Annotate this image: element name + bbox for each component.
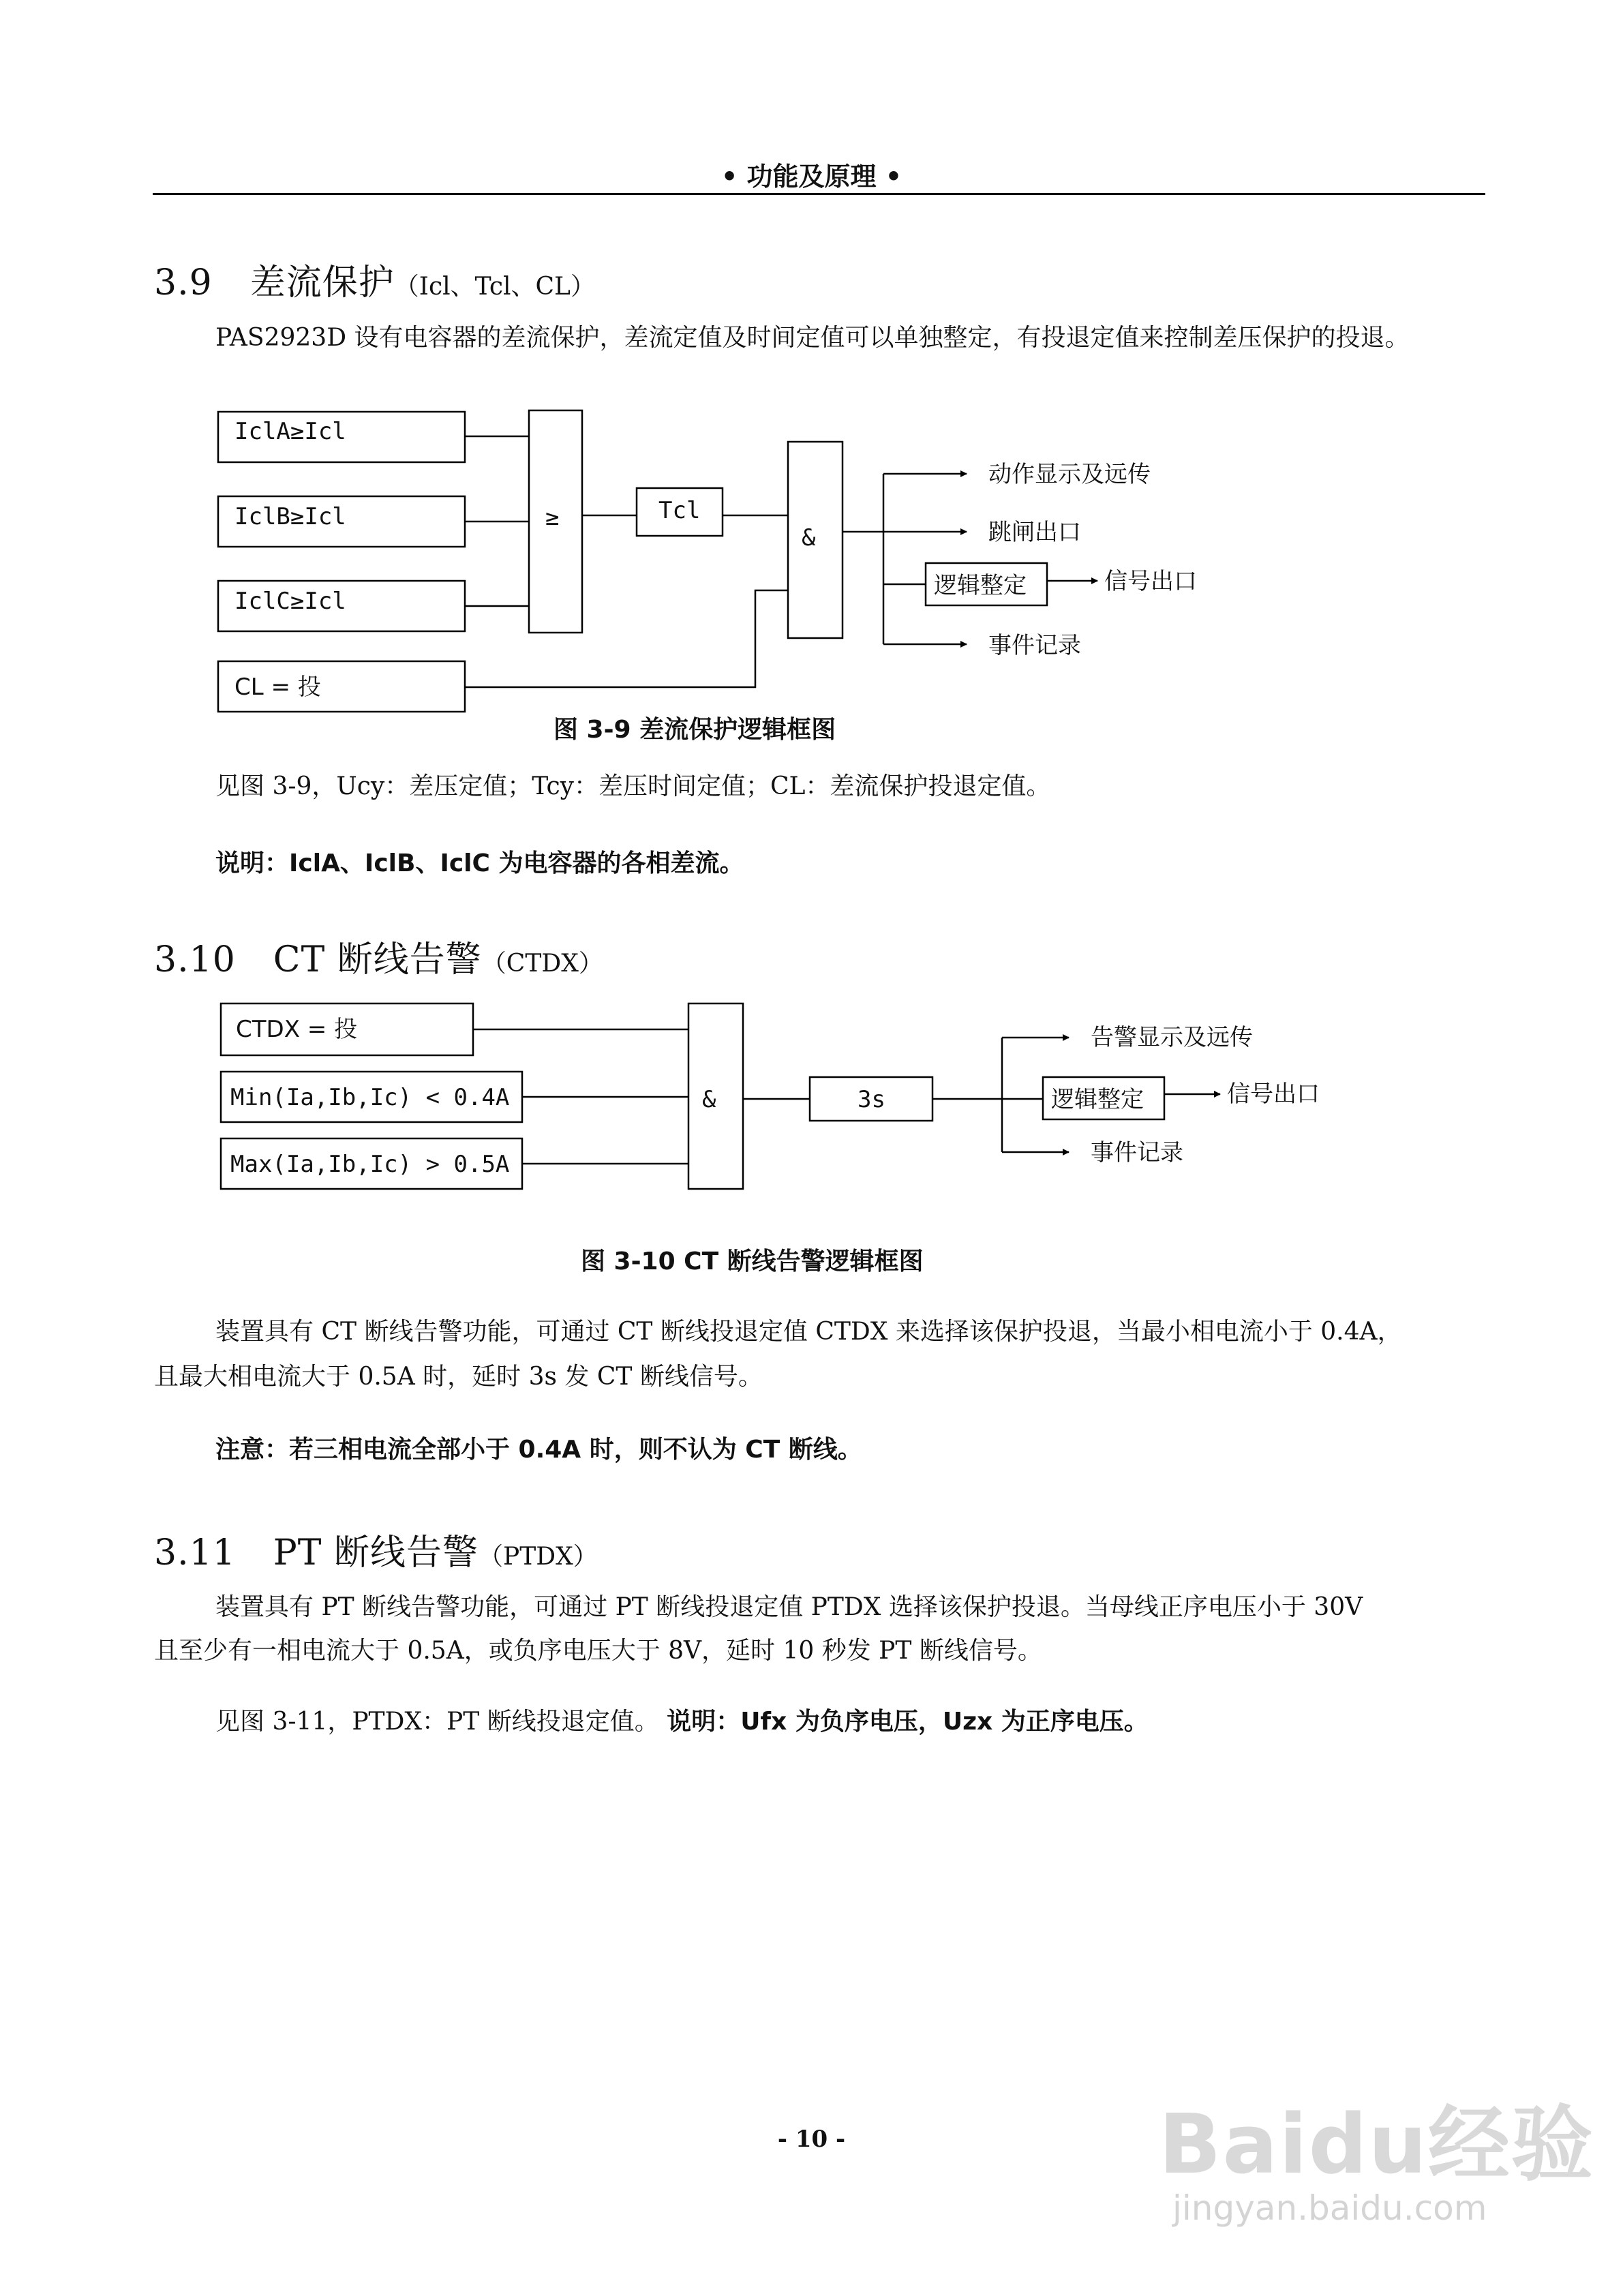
and-gate-symbol: & (702, 1086, 716, 1113)
or-gate-symbol: ≥ (545, 504, 560, 531)
baidu-watermark-logo: Baidu经验 (1159, 2098, 1594, 2192)
timer-label-tcl: Tcl (658, 497, 701, 524)
figure-3-10-caption: 图 3-10 CT 断线告警逻辑框图 (581, 1248, 924, 1275)
section-3-10-note: 注意：若三相电流全部小于 0.4A 时，则不认为 CT 断线。 (215, 1436, 862, 1464)
section-number: 3.11 (154, 1532, 236, 1573)
ct-break-logic-diagram (0, 954, 1623, 1213)
timer-label-3s: 3s (858, 1086, 885, 1113)
section-3-11-paragraph-line2: 且至少有一相电流大于 0.5A，或负序电压大于 8V，延时 10 秒发 PT 断线信号。 (154, 1637, 1042, 1665)
section-3-11-note (215, 1702, 1149, 1742)
section-number: 3.10 (154, 939, 236, 980)
logic-setting-label: 逻辑整定 (934, 572, 1027, 599)
figure-3-9-caption: 图 3-9 差流保护逻辑框图 (553, 716, 836, 744)
input-label-min: Min(Ia,Ib,Ic) < 0.4A (230, 1084, 510, 1111)
figure-3-11-reference: 见图 3-11，PTDX：PT 断线投退定值。 (215, 1708, 659, 1736)
figure-3-9-note: 见图 3-9，Ucy：差压定值；Tcy：差压时间定值；CL：差流保护投退定值。 (215, 772, 1051, 800)
input-label-iclA: IclA≥Icl (234, 418, 346, 445)
section-3-9-explanation: 说明：IclA、IclB、IclC 为电容器的各相差流。 (215, 849, 744, 877)
output-label-event: 事件记录 (988, 632, 1081, 659)
logic-setting-label: 逻辑整定 (1051, 1086, 1144, 1113)
diff-current-logic-diagram (0, 0, 1623, 750)
input-label-ctdx: CTDX = 投 (236, 1016, 358, 1043)
section-3-10-paragraph-line2: 且最大相电流大于 0.5A 时，延时 3s 发 CT 断线信号。 (154, 1363, 763, 1391)
section-subtitle: （Icl、Tcl、CL） (394, 273, 595, 301)
output-label-trip: 跳闸出口 (988, 519, 1081, 546)
output-label-event: 事件记录 (1091, 1139, 1183, 1166)
output-label-alarm-display: 告警显示及远传 (1091, 1024, 1253, 1051)
input-label-max: Max(Ia,Ib,Ic) > 0.5A (230, 1151, 510, 1178)
section-number: 3.9 (154, 262, 213, 303)
section-3-11-explanation: 说明：Ufx 为负序电压，Uzx 为正序电压。 (667, 1708, 1149, 1736)
input-label-iclB: IclB≥Icl (234, 503, 346, 530)
section-subtitle: （CTDX） (481, 950, 603, 978)
and-gate-symbol: & (802, 524, 816, 552)
input-label-cl: CL = 投 (234, 674, 321, 701)
section-title: PT 断线告警 (273, 1532, 479, 1573)
section-3-11-heading (154, 1524, 598, 1575)
section-subtitle: （PTDX） (478, 1543, 598, 1571)
section-3-11-paragraph-line1: 装置具有 PT 断线告警功能，可通过 PT 断线投退定值 PTDX 选择该保护投退。当母线正序电压小于 30V (215, 1593, 1363, 1621)
page-header-title: • 功能及原理 • (721, 162, 902, 192)
output-label-signal: 信号出口 (1104, 568, 1197, 595)
output-label-signal: 信号出口 (1227, 1081, 1320, 1108)
page-number: - 10 - (777, 2126, 846, 2153)
section-3-10-paragraph-line1: 装置具有 CT 断线告警功能，可通过 CT 断线投退定值 CTDX 来选择该保护投退，当最小相电流小于 0.4A， (215, 1318, 1402, 1346)
section-title: CT 断线告警 (273, 939, 482, 980)
section-title: 差流保护 (249, 262, 395, 303)
output-label-display: 动作显示及远传 (988, 461, 1151, 488)
baidu-watermark-url: jingyan.baidu.com (1172, 2188, 1487, 2228)
input-label-iclC: IclC≥Icl (234, 588, 346, 615)
section-3-9-description: PAS2923D 设有电容器的差流保护，差流定值及时间定值可以单独整定，有投退定值来控制差压保护的投退。 (215, 324, 1410, 352)
